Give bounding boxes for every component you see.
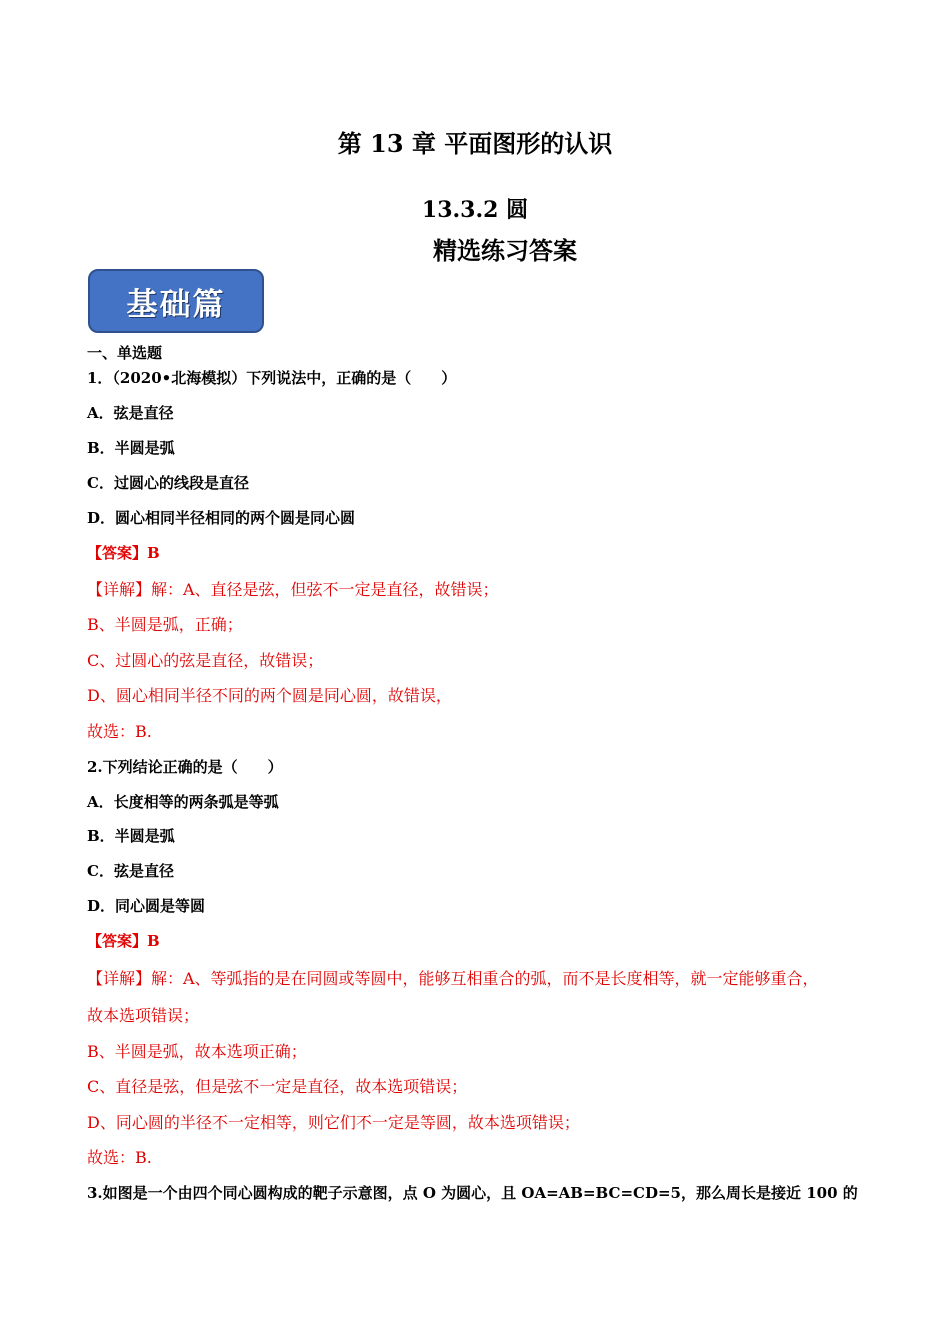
question-2-detail-line: 故本选项错误； bbox=[87, 1006, 200, 1025]
section-heading: 一、单选题 bbox=[87, 344, 163, 362]
question-1-detail-line: 故选：B. bbox=[87, 722, 152, 741]
question-2-detail-line: 故选：B. bbox=[87, 1148, 152, 1167]
badge-label: 基础篇 bbox=[126, 287, 226, 323]
question-2-detail-line: B、半圆是弧，故本选项正确； bbox=[87, 1042, 307, 1061]
question-2-detail-line: 【详解】解：A、等弧指的是在同圆或等圆中，能够互相重合的弧，而不是长度相等，就一定能够重合， bbox=[87, 969, 819, 988]
question-3-stem: 3.如图是一个由四个同心圆构成的靶子示意图，点 O 为圆心，且 OA=AB=BC=CD=5，那么周长是接近 100 的 bbox=[87, 1184, 858, 1202]
question-2-detail-line: D、同心圆的半径不一定相等，则它们不一定是等圆，故本选项错误； bbox=[87, 1113, 580, 1132]
section-title: 13.3.2 圆 bbox=[421, 197, 529, 223]
question-1-detail-line: B、半圆是弧，正确； bbox=[87, 615, 243, 634]
question-2-option-b: B．半圆是弧 bbox=[87, 827, 175, 845]
question-2-option-c: C．弦是直径 bbox=[87, 862, 174, 880]
question-1-option-d: D．圆心相同半径相同的两个圆是同心圆 bbox=[87, 509, 356, 527]
question-1-option-a: A．弦是直径 bbox=[87, 404, 174, 422]
question-2-stem: 2.下列结论正确的是（ ） bbox=[87, 758, 283, 776]
question-2-detail-line: C、直径是弦，但是弦不一定是直径，故本选项错误； bbox=[87, 1077, 468, 1096]
question-1-answer: 【答案】B bbox=[87, 544, 160, 562]
question-2-option-a: A．长度相等的两条弧是等弧 bbox=[87, 793, 279, 811]
question-1-option-c: C．过圆心的线段是直径 bbox=[87, 474, 249, 492]
question-1-detail-line: 【详解】解：A、直径是弦，但弦不一定是直径，故错误； bbox=[87, 580, 499, 599]
question-2-answer: 【答案】B bbox=[87, 932, 160, 950]
question-2-option-d: D．同心圆是等圆 bbox=[87, 897, 206, 915]
question-1-detail-line: D、圆心相同半径不同的两个圆是同心圆，故错误， bbox=[87, 686, 452, 705]
question-1-stem: 1．（2020•北海模拟）下列说法中，正确的是（ ） bbox=[87, 369, 457, 387]
question-1-detail-line: C、过圆心的弦是直径，故错误； bbox=[87, 651, 324, 670]
basic-level-badge bbox=[88, 269, 264, 333]
question-1-option-b: B．半圆是弧 bbox=[87, 439, 175, 457]
chapter-title: 第 13 章 平面图形的认识 bbox=[337, 129, 613, 158]
page-subtitle: 精选练习答案 bbox=[433, 236, 577, 265]
